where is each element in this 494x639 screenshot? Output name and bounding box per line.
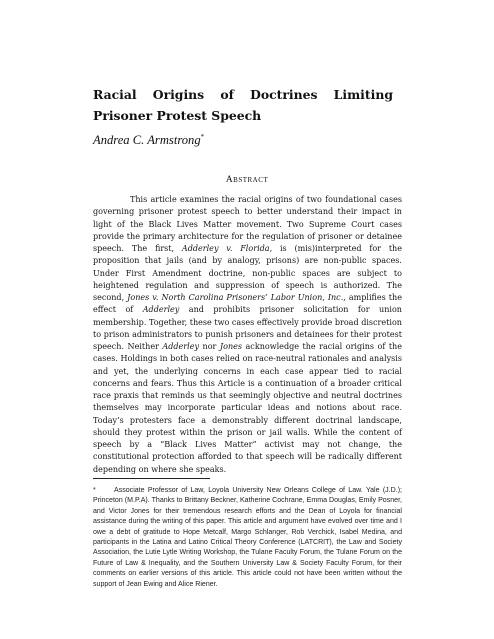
author-line [93,133,204,148]
case-name: Jones [219,342,243,351]
abstract-part: nor [199,342,220,351]
author-name: Andrea C. Armstrong [93,133,201,148]
author-footnote-mark: * [200,133,205,141]
case-name: Adderley v. Florida, [181,244,273,253]
footnote-divider [93,478,210,479]
abstract-part: is (mis)interpreted for the proposition that jails (and by analogy, prisons) are non-public spaces. Under First Amendment doctrine, non-public spaces are subject to heightened regulation and suppression of speech is authorized. The second, [93,244,402,302]
abstract-part: This article examines the racial origins of two foundational cases governing prisoner protest speech to better understand their impact in light of the Black Lives Matter movement. Two Supreme Court cases provide the primary architecture for the regulation of prisoner or detainee speech. The first, [93,195,402,253]
case-name: Adderley [162,342,200,351]
footnote-text: Associate Professor of Law, Loyola University New Orleans College of Law. Yale (J.D.); Princeton (M.P.A). Thanks to Brittany Beckner, Katherine Cochrane, Emma Douglas, Emily Posner, and Victor Jones for their tremendous research efforts and the Dean of Loyola for financial assistance during the writing of this paper. This article and argument have evolved over time and I owe a debt of gratitude to Hope Metcalf, Margo Schlanger, Rob Verchick, Isabel Medina, and participants in the Latina and Latino Critical Theory Conference (LATCRIT), the Law and Society Association, the Lutie Lytle Writing Workshop, the Tulane Faculty Forum, the Tulane Forum on the Future of Law & Inequality, and the Southern University Law & Society Faculty Forum, for their comments on earlier versions of this article. This article could not have been written without the support of Jean Ewing and Alice Riener. [93,487,402,588]
footnote [93,486,402,590]
abstract-part: acknowledge the racial origins of the cases. Holdings in both cases relied on race-neutral rationales and analysis and yet, the underlying concerns in each case appear tied to racial concerns and fears. Thus this Article is a continuation of a broader critical race praxis that reminds us that seemingly objective and neutral doctrines themselves may incorporate particular ideas and notions about race. Today’s protesters face a demonstrably different doctrinal landscape, should they protest within the prison or jail walls. While the content of speech by a “Black Lives Matter” activist may not change, the constitutional protection afforded to that speech will be radically different depending on where she speaks. [93,342,402,474]
abstract-heading: Abstract [225,175,269,185]
article-title: Racial Origins of Doctrines Limiting Prisoner Protest Speech [93,87,393,123]
abstract-part: , amplifies the effect of [93,293,402,315]
footnote-mark: * [93,487,96,494]
abstract-part: and prohibits prisoner solicitation for union membership. Together, these two cases effectively provide broad discretion to prison administrators to punish prisoners and detainees for their protest speech. Neither [93,305,402,351]
case-name: Jones v. North Carolina Prisoners’ Labor Union, Inc. [127,293,344,302]
case-name: Adderley [142,305,180,315]
abstract-text [93,194,402,476]
